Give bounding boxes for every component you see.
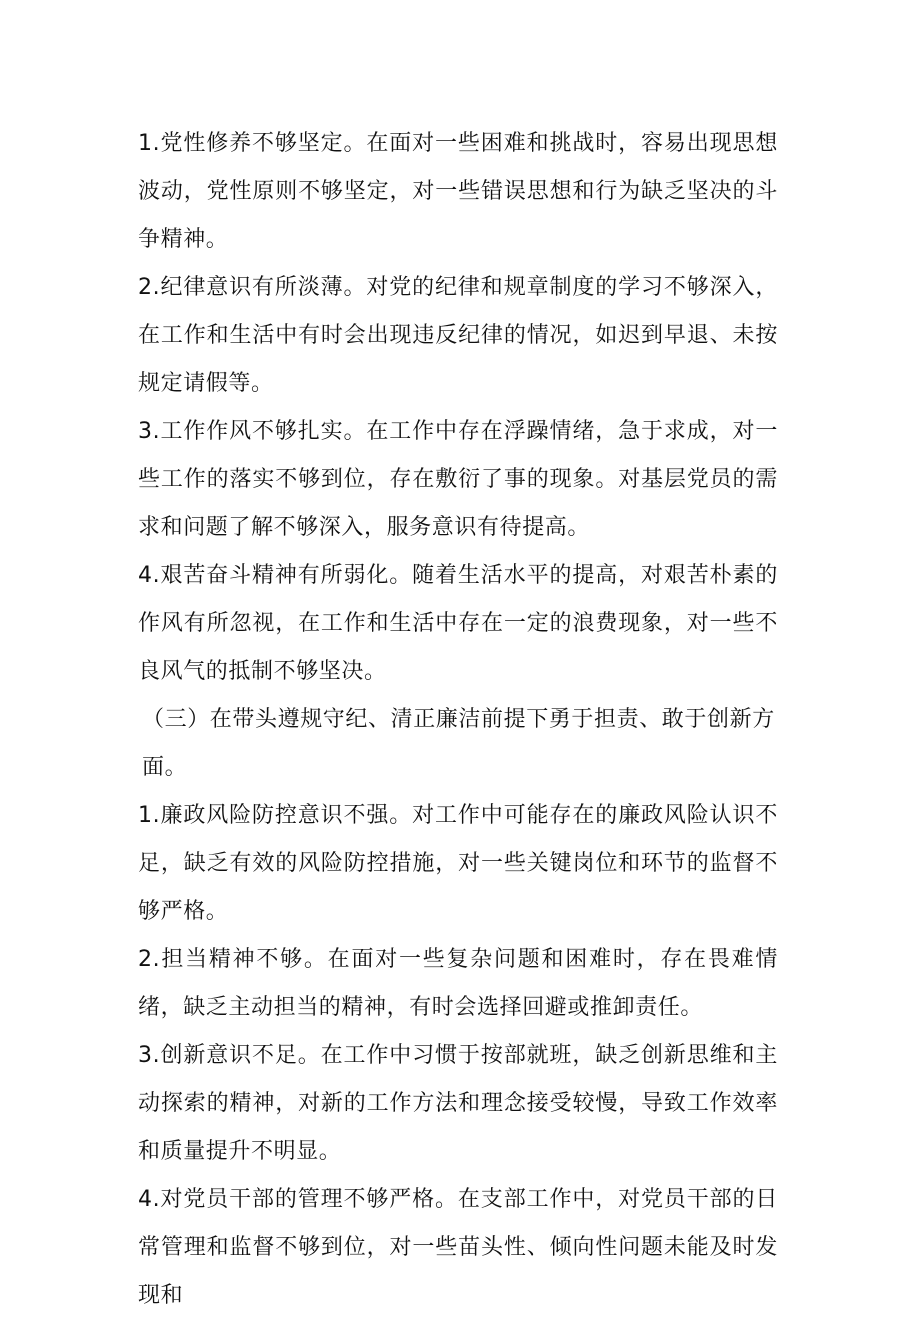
section-paragraph-1: 1.廉政风险防控意识不强。对工作中可能存在的廉政风险认识不足，缺乏有效的风险防控措施，对一些关键岗位和环节的监督不够严格。: [138, 803, 778, 924]
section-paragraph-2: 2.担当精神不够。在面对一些复杂问题和困难时，存在畏难情绪，缺乏主动担当的精神，有时会选择回避或推卸责任。: [138, 947, 778, 1020]
section-paragraph-3: 3.创新意识不足。在工作中习惯于按部就班，缺乏创新思维和主动探索的精神，对新的工作方法和理念接受较慢，导致工作效率和质量提升不明显。: [138, 1043, 778, 1164]
paragraph-2: 2.纪律意识有所淡薄。对党的纪律和规章制度的学习不够深入，在工作和生活中有时会出现违反纪律的情况，如迟到早退、未按规定请假等。: [138, 275, 778, 396]
document-body: [138, 120, 778, 1320]
paragraph-4: 4.艰苦奋斗精神有所弱化。随着生活水平的提高，对艰苦朴素的作风有所忽视，在工作和生活中存在一定的浪费现象，对一些不良风气的抵制不够坚决。: [138, 563, 778, 684]
paragraph-1: 1.党性修养不够坚定。在面对一些困难和挑战时，容易出现思想波动，党性原则不够坚定，对一些错误思想和行为缺乏坚决的斗争精神。: [138, 131, 778, 252]
paragraph-3: 3.工作作风不够扎实。在工作中存在浮躁情绪，急于求成，对一些工作的落实不够到位，存在敷衍了事的现象。对基层党员的需求和问题了解不够深入，服务意识有待提高。: [138, 419, 778, 540]
section-heading: （三）在带头遵规守纪、清正廉洁前提下勇于担责、敢于创新方面。: [142, 707, 775, 780]
section-paragraph-4: 4.对党员干部的管理不够严格。在支部工作中，对党员干部的日常管理和监督不够到位，对一些苗头性、倾向性问题未能及时发现和: [138, 1187, 778, 1308]
